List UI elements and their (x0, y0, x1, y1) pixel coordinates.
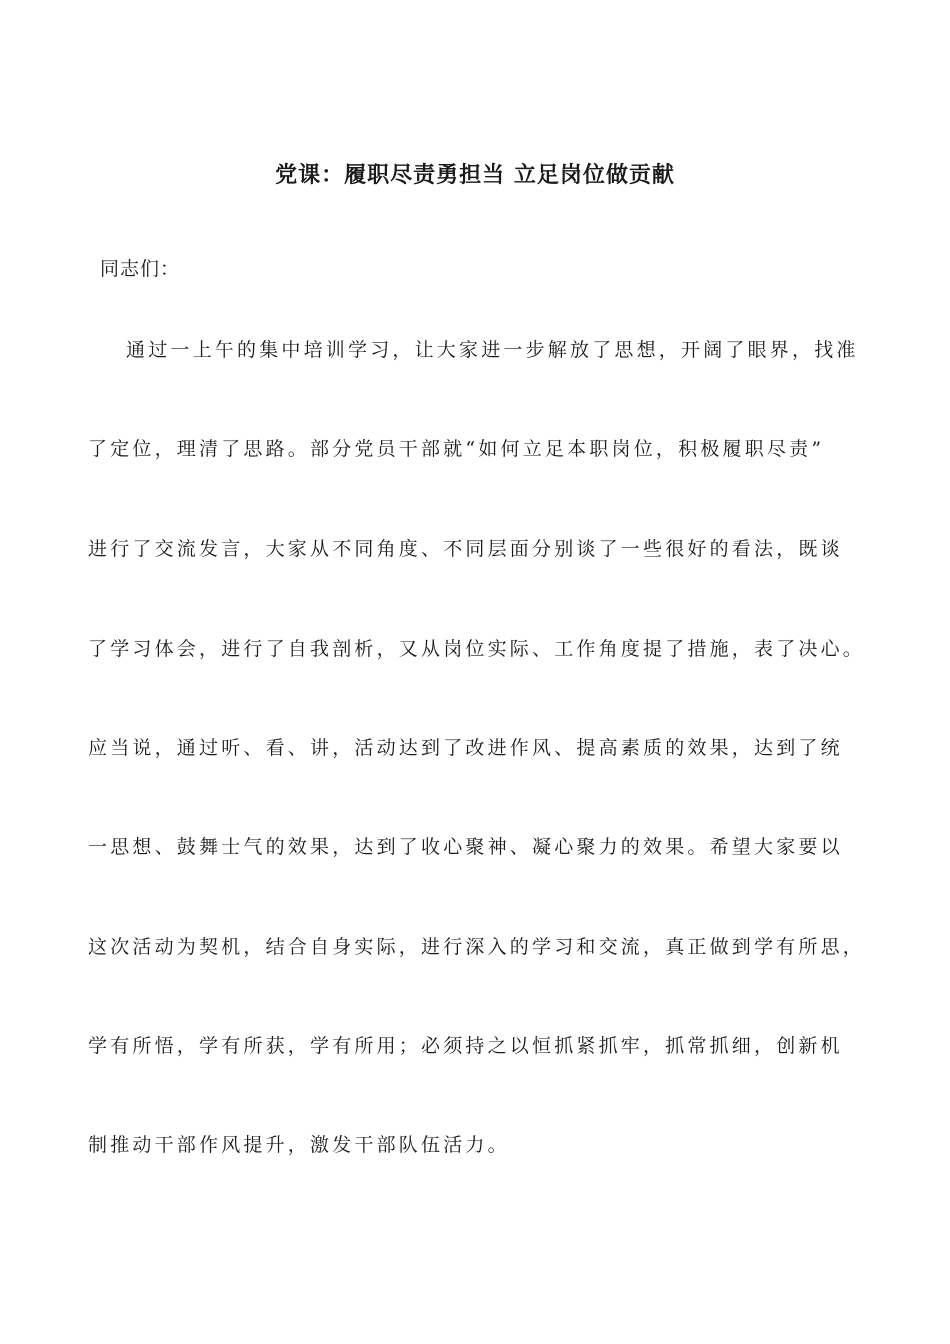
body-line: 了定位，理清了思路。部分党员干部就“如何立足本职岗位，积极履职尽责” (88, 438, 825, 460)
body-line: 这次活动为契机，结合自身实际，进行深入的学习和交流，真正做到学有所思， (88, 936, 866, 958)
body-line: 学有所悟，学有所获，学有所用；必须持之以恒抓紧抓牢，抓常抓细，创新机 (88, 1035, 843, 1057)
body-line: 通过一上午的集中培训学习，让大家进一步解放了思想，开阔了眼界，找准 (126, 339, 859, 361)
body-line: 了学习体会，进行了自我剖析，又从岗位实际、工作角度提了措施，表了决心。 (88, 638, 866, 660)
body-line: 进行了交流发言，大家从不同角度、不同层面分别谈了一些很好的看法，既谈 (88, 538, 843, 560)
body-line: 应当说，通过听、看、讲，活动达到了改进作风、提高素质的效果，达到了统 (88, 737, 843, 759)
body-line: 制推动干部作风提升，激发干部队伍活力。 (88, 1134, 510, 1156)
body-line: 一思想、鼓舞士气的效果，达到了收心聚神、凝心聚力的效果。希望大家要以 (88, 836, 843, 858)
document-title: 党课：履职尽责勇担当 立足岗位做贡献 (275, 162, 675, 188)
salutation: 同志们： (100, 258, 181, 280)
